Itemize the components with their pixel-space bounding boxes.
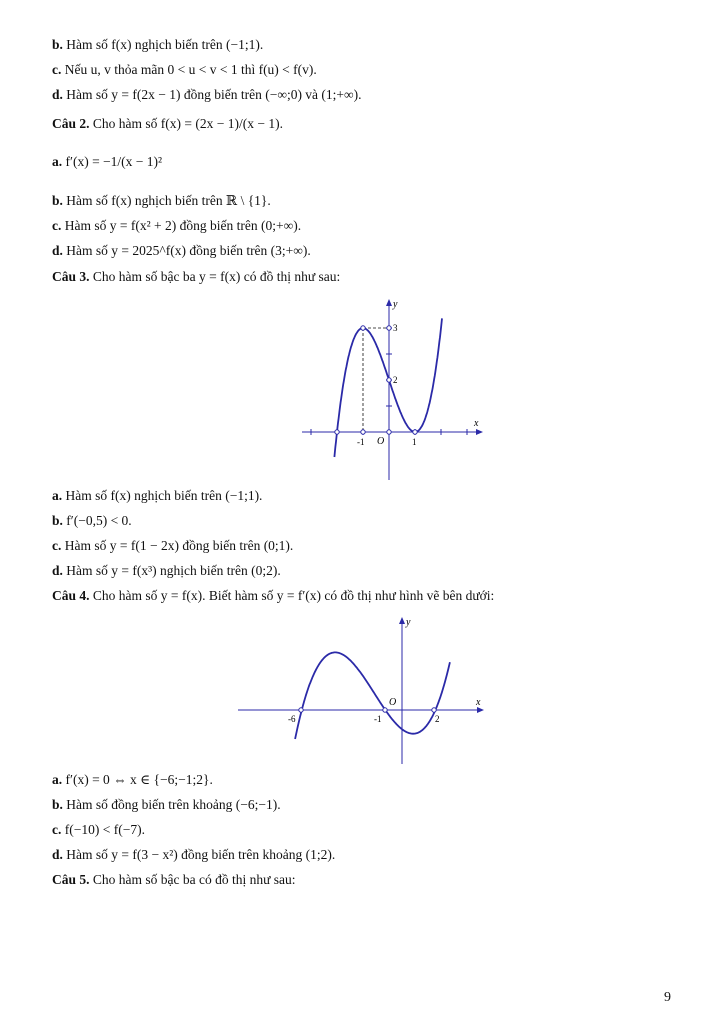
point-y3 [387,326,391,330]
label-origin: O [389,697,397,708]
item-label: Câu 4. [52,588,90,603]
label-y: y [406,617,411,628]
label-y-3: 3 [393,323,398,333]
label-x-2: 2 [435,714,440,724]
item-label: b. [52,797,63,812]
text-line [52,86,362,104]
text-line [52,846,335,864]
point-origin-mark [361,430,365,434]
point-y-intercept [387,378,391,382]
label-x-neg6: -6 [288,714,296,724]
item-label: c. [52,538,62,553]
text-line [52,153,162,171]
text-line [52,821,145,839]
text-line [52,512,132,530]
y-axis-arrow [386,299,392,306]
label-y-2: 2 [393,375,398,385]
text-line [52,871,296,889]
item-label: a. [52,772,63,787]
item-label: c. [52,822,62,837]
text-line [52,61,317,79]
page-number: 9 [664,990,671,1005]
item-label: Câu 2. [52,116,90,131]
text-line [52,192,271,210]
point-origin [387,430,391,434]
label-x: x [476,697,481,708]
y-axis-arrow [399,617,405,624]
graph-cau3 [300,296,490,482]
item-label: b. [52,193,63,208]
point-min [413,430,417,434]
item-text: Hàm số f(x) nghịch biến trên ℝ \ {1}. [66,193,271,208]
item-label: c. [52,218,62,233]
text-line [52,487,262,505]
item-label: c. [52,62,62,77]
item-text: Nếu u, v thỏa mãn 0 < u < v < 1 thì f(u) < f(v). [64,62,317,77]
item-text: Hàm số y = f(x² + 2) đồng biến trên (0;+∞). [64,218,302,233]
item-text: f′(x) = −1/(x − 1)² [65,154,163,169]
text-line [52,242,311,260]
label-y: y [393,299,398,310]
item-text: f′(−0,5) < 0. [66,513,132,528]
point-max [361,326,365,330]
point-root-neg1 [383,708,387,712]
point-left-root [335,430,339,434]
text-line [52,796,281,814]
item-text: Hàm số đồng biến trên khoảng (−6;−1). [66,797,281,812]
item-text: Hàm số y = f(2x − 1) đồng biến trên (−∞;0) và (1;+∞). [66,87,362,102]
text-line [52,562,281,580]
item-label: d. [52,87,63,102]
text-line [52,115,283,133]
point-root-2 [432,708,436,712]
item-text: Cho hàm số y = f(x). Biết hàm số y = f′(x) có đồ thị như hình vẽ bên dưới: [92,588,495,603]
text-line [52,537,293,555]
text-line [52,36,263,54]
item-text: Hàm số y = f(1 − 2x) đồng biến trên (0;1). [64,538,294,553]
item-text: Cho hàm số bậc ba có đồ thị như sau: [92,872,296,887]
item-text: Cho hàm số f(x) = (2x − 1)/(x − 1). [92,116,283,131]
item-label: d. [52,563,63,578]
label-x-neg1: -1 [374,714,382,724]
item-label: d. [52,847,63,862]
item-text: f′(x) = 0 ⇔ x ∈ {−6;−1;2}. [65,772,213,787]
label-origin: O [377,436,385,447]
label-x-1: 1 [412,437,417,447]
item-label: b. [52,37,63,52]
item-text: Cho hàm số bậc ba y = f(x) có đồ thị như sau: [92,269,341,284]
graph-cau4 [236,614,488,766]
item-label: Câu 5. [52,872,90,887]
item-label: Câu 3. [52,269,90,284]
item-label: b. [52,513,63,528]
label-x: x [474,418,479,429]
x-axis-arrow [476,429,483,435]
cubic-curve [334,318,442,457]
item-label: a. [52,154,63,169]
text-line [52,268,340,286]
text-line [52,217,301,235]
item-label: a. [52,488,63,503]
item-text: Hàm số y = f(3 − x²) đồng biến trên khoảng (1;2). [66,847,336,862]
item-text: Hàm số y = 2025^f(x) đồng biến trên (3;+∞). [66,243,311,258]
text-line [52,587,494,605]
item-text: Hàm số f(x) nghịch biến trên (−1;1). [65,488,263,503]
item-text: Hàm số y = f(x³) nghịch biến trên (0;2). [66,563,281,578]
label-x-neg1: -1 [357,437,365,447]
item-text: f(−10) < f(−7). [64,822,145,837]
item-text: Hàm số f(x) nghịch biến trên (−1;1). [66,37,264,52]
text-line [52,771,213,789]
point-root-neg6 [299,708,303,712]
item-label: d. [52,243,63,258]
derivative-curve [295,652,450,739]
